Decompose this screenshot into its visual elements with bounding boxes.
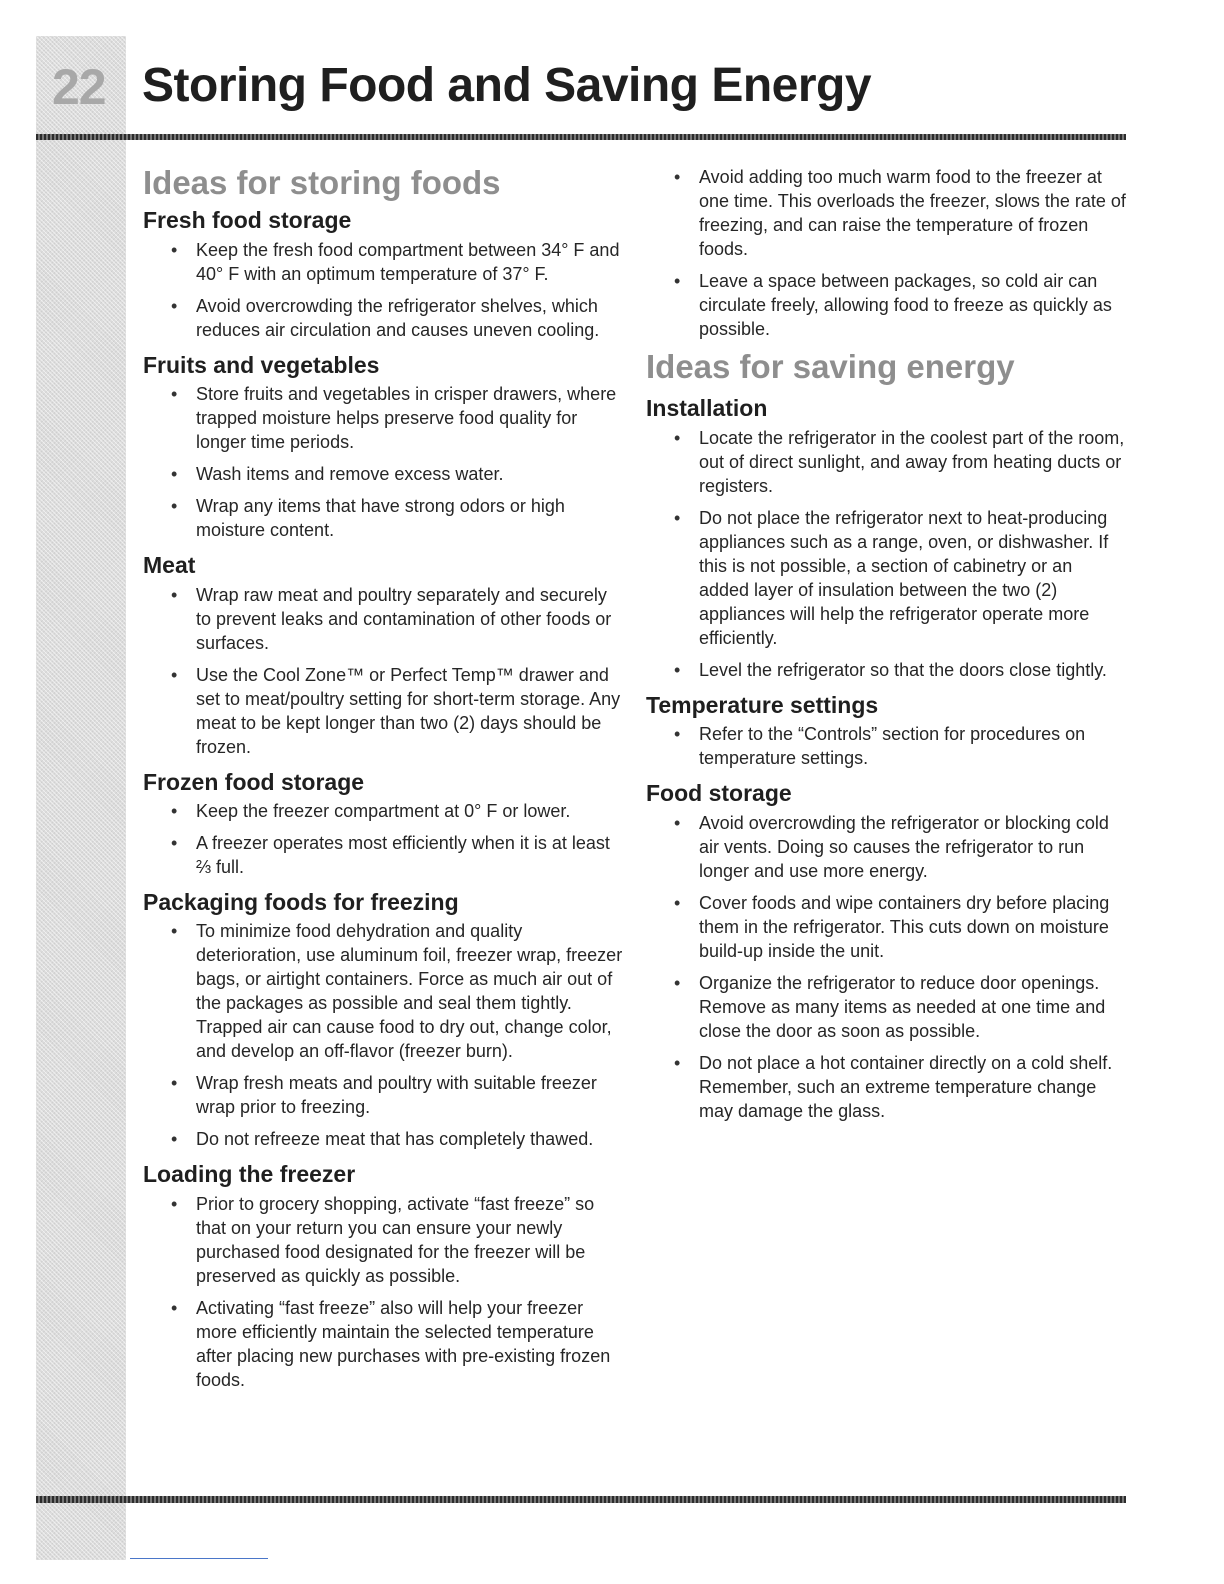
list-item: • Wash items and remove excess water. (143, 462, 623, 486)
list-item: • Prior to grocery shopping, activate “fast freeze” so that on your return you can ensure your newly purchased food designated for the freezer will be preserved as quickly as possible. (143, 1192, 623, 1288)
list-item: • Wrap raw meat and poultry separately and securely to prevent leaks and contamination of other foods or surfaces. (143, 583, 623, 655)
list-item: • Wrap fresh meats and poultry with suitable freezer wrap prior to freezing. (143, 1071, 623, 1119)
list-temperature-settings (646, 722, 1126, 770)
heading-fruits-and-vegetables: Fruits and vegetables (143, 351, 380, 378)
section-title-saving-energy: Ideas for saving energy (646, 348, 1015, 385)
list-item: • Keep the fresh food compartment between 34° F and 40° F with an optimum temperature of 37° F. (143, 238, 623, 286)
heading-installation: Installation (646, 395, 768, 422)
list-item: • Wrap any items that have strong odors or high moisture content. (143, 494, 623, 542)
list-item: • Cover foods and wipe containers dry before placing them in the refrigerator. This cuts down on moisture build-up inside the unit. (646, 891, 1126, 963)
list-fruits-and-vegetables (143, 382, 623, 542)
list-item: • Keep the freezer compartment at 0° F or lower. (143, 799, 623, 823)
list-item: • Organize the refrigerator to reduce door openings. Remove as many items as needed at one time and close the door as soon as possible. (646, 971, 1126, 1043)
list-loading-freezer-continued (646, 165, 1126, 341)
list-item: • Avoid adding too much warm food to the freezer at one time. This overloads the freezer, slows the rate of freezing, and can raise the temperature of frozen foods. (646, 165, 1126, 261)
list-meat (143, 583, 623, 759)
list-item: • Do not place a hot container directly on a cold shelf. Remember, such an extreme temperature change may damage the glass. (646, 1051, 1126, 1123)
heading-fresh-food-storage: Fresh food storage (143, 207, 352, 234)
footer-accent-line (130, 1558, 268, 1559)
heading-temperature-settings: Temperature settings (646, 691, 879, 718)
section-title-storing-foods: Ideas for storing foods (143, 164, 501, 201)
list-item: • Avoid overcrowding the refrigerator or blocking cold air vents. Doing so causes the refrigerator to run longer and use more energy. (646, 811, 1126, 883)
list-item: • To minimize food dehydration and quality deterioration, use aluminum foil, freezer wrap, freezer bags, or airtight containers. Force as much air out of the packages as possible and seal them tightly. Trapped air can cause food to dry out, change color, and develop an off-flavor (freezer burn). (143, 919, 623, 1063)
heading-loading-the-freezer: Loading the freezer (143, 1161, 356, 1188)
list-item: • Level the refrigerator so that the doors close tightly. (646, 658, 1126, 682)
list-fresh-food-storage (143, 238, 623, 342)
list-item: • Use the Cool Zone™ or Perfect Temp™ drawer and set to meat/poultry setting for short-term storage. Any meat to be kept longer than two (2) days should be frozen. (143, 663, 623, 759)
heading-frozen-food-storage: Frozen food storage (143, 768, 365, 795)
page-title: Storing Food and Saving Energy (142, 59, 872, 112)
side-tab-strip (36, 36, 126, 1560)
list-item: • Refer to the “Controls” section for procedures on temperature settings. (646, 722, 1126, 770)
footer-rule (36, 1496, 1126, 1503)
list-food-storage (646, 811, 1126, 1123)
list-item: • Do not refreeze meat that has completely thawed. (143, 1127, 623, 1151)
list-packaging-foods (143, 919, 623, 1151)
list-item: • Do not place the refrigerator next to heat-producing appliances such as a range, oven, or dishwasher. If this is not possible, a section of cabinetry or an added layer of insulation between the two (2) appliances will help the refrigerator operate more efficiently. (646, 506, 1126, 650)
page-number: 22 (52, 59, 106, 115)
left-column (143, 165, 623, 1400)
list-frozen-food-storage (143, 799, 623, 879)
right-column (646, 165, 1126, 1131)
list-installation (646, 426, 1126, 682)
list-item: • Avoid overcrowding the refrigerator shelves, which reduces air circulation and causes uneven cooling. (143, 294, 623, 342)
heading-meat: Meat (143, 552, 196, 579)
list-item: • Leave a space between packages, so cold air can circulate freely, allowing food to freeze as quickly as possible. (646, 269, 1126, 341)
list-item: • Store fruits and vegetables in crisper drawers, where trapped moisture helps preserve food quality for longer time periods. (143, 382, 623, 454)
list-item: • Activating “fast freeze” also will help your freezer more efficiently maintain the selected temperature after placing new purchases with pre-existing frozen foods. (143, 1296, 623, 1392)
list-loading-the-freezer (143, 1192, 623, 1392)
heading-packaging-foods: Packaging foods for freezing (143, 889, 459, 916)
heading-food-storage: Food storage (646, 780, 792, 807)
list-item: • Locate the refrigerator in the coolest part of the room, out of direct sunlight, and away from heating ducts or registers. (646, 426, 1126, 498)
header-rule (36, 134, 1126, 140)
list-item: • A freezer operates most efficiently when it is at least ⅔ full. (143, 831, 623, 879)
